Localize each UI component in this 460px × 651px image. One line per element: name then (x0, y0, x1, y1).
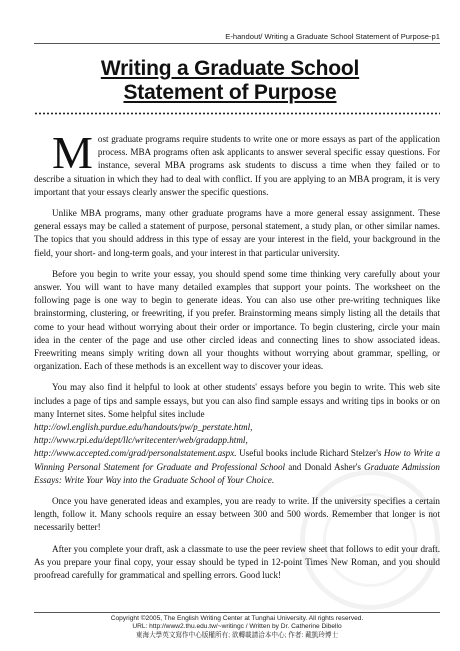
page-header: E-handout/ Writing a Graduate School Statement of Purpose-p1 (225, 32, 440, 41)
link-purdue-owl[interactable]: http://owl.english.purdue.edu/handouts/pw/p_perstate.html, (34, 422, 253, 433)
page-footer (34, 615, 440, 640)
paragraph-1 (34, 127, 440, 199)
paragraph-6: After you complete your draft, ask a classmate to use the peer review sheet that follows to edit your draft. As you prepare your final copy, your essay should be typed in 12-point Times New Roman, and you should proofread carefully for grammatical and spelling errors. Good luck! (34, 543, 440, 581)
link-accepted[interactable]: http://www.accepted.com/grad/personalstatement.aspx. (34, 448, 237, 459)
header-rule (34, 43, 440, 44)
document-body (34, 127, 441, 590)
paragraph-4 (34, 381, 440, 487)
footer-url: URL: http://www2.thu.edu.tw/~writingc / Written by Dr. Catherine Dibello (132, 623, 342, 631)
paragraph-4-books-b: and Donald Asher's (285, 461, 365, 472)
link-rpi[interactable]: http://www.rpi.edu/dept/llc/writecenter/web/gradapp.html, (34, 435, 248, 446)
paragraph-3: Before you begin to write your essay, you should spend some time thinking very carefully about your answer. You will want to have many detailed examples that support your points. The worksheet on the following page is one way to begin to generate ideas. You can also use other pre-writing techniques like brainstorming, clustering, or freewriting, if you prefer. Brainstorming means simply listing all the details that come to your head without worrying about their order or importance. To begin clustering, circle your main idea in the center of the page and use other circled ideas and connecting lines to show associated ideas. Freewriting means simply writing down all your thoughts without worrying about grammar, spelling, or organization. Each of these methods is an excellent way to discover your ideas. (34, 268, 440, 372)
paragraph-2: Unlike MBA programs, many other graduate programs have a more general essay assignment. These general essays may be called a statement of purpose, personal statement, a study plan, or other similar names. The topics that you should address in this type of essay are your interest in the field, your background in the field, your short- and long-term goals, and your interest in that particular university. (34, 208, 440, 258)
footer-rule (34, 612, 440, 613)
book-title-stelzer: How to Write a Winning Personal Statement for Graduate and Professional School (34, 448, 441, 472)
dotted-divider (34, 112, 440, 115)
paragraph-4-intro: You may also find it helpful to look at other students' essays before you begin to write. This web site includes a page of tips and sample essays, but you can also find sample essays and writing tips in books or on many Internet sites. Some helpful sites include (34, 382, 440, 419)
drop-cap: M (52, 127, 93, 178)
document-title (0, 57, 460, 105)
title-line-2: Statement of Purpose (123, 81, 337, 104)
paragraph-4-books-a: Useful books include Richard Stelzer's (236, 448, 384, 459)
paragraph-4-end: . (271, 474, 275, 485)
book-title-asher: Graduate Admission Essays: Write Your Way into the Graduate School of Your Choice (34, 461, 440, 485)
title-line-1: Writing a Graduate School (100, 57, 360, 80)
paragraph-5: Once you have generated ideas and examples, you are ready to write. If the university specifies a certain length, follow it. Many schools require an essay between 300 and 500 words. Remember that longer is not necessarily better! (34, 496, 440, 533)
paragraph-4-tail (34, 448, 440, 484)
footer-chinese: 東海大學英文寫作中心版權所有; 欲轉載請洽本中心; 作者: 戴凱玲博士 (135, 631, 339, 639)
paragraph-1-text: ost graduate programs require students to write one or more essays as part of the application process. MBA programs often ask applicants to answer several specific essay questions. For instance, several MBA programs ask students to discuss a time when they failed or to describe a situation in which they had to deal with conflict. If you are applying to an MBA program, it is very important that your essays clearly answer the specific questions. (34, 134, 440, 197)
footer-copyright: Copyright ©2005, The English Writing Center at Tunghai University. All rights reserved. (110, 615, 364, 622)
